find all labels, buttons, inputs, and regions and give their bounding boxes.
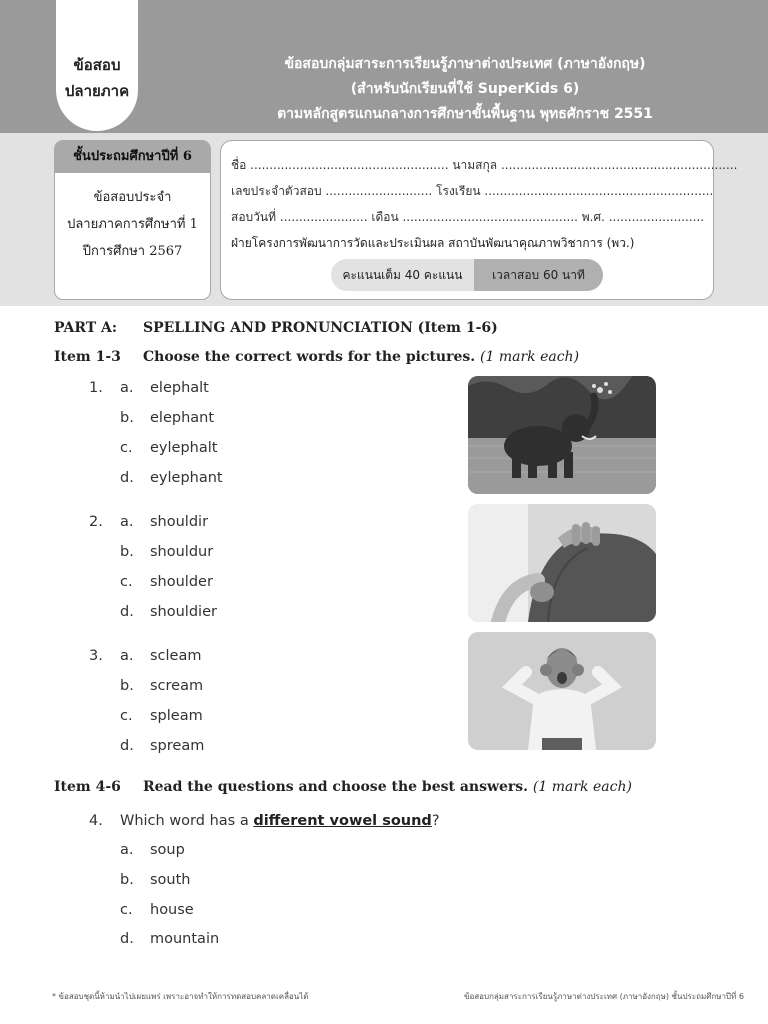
question4-suffix: ? — [431, 813, 440, 829]
option-text[interactable]: elephant — [150, 410, 215, 426]
section1-instruction: Choose the correct words for the pictures. — [143, 349, 476, 365]
elephant-picture — [468, 376, 656, 494]
question-number: 3. — [89, 648, 103, 664]
question4-text — [120, 813, 440, 829]
option-letter: c. — [120, 440, 133, 456]
option-letter: d. — [120, 931, 134, 947]
option-text[interactable]: elephalt — [150, 380, 209, 396]
exam-title-line1: ข้อสอบกลุ่มสาระการเรียนรู้ภาษาต่างประเทศ (ภาษาอังกฤษ) — [284, 56, 646, 72]
section2-instruction-row — [143, 779, 632, 795]
question-number: 2. — [89, 514, 103, 530]
exam-time-label: เวลาสอบ 60 นาที — [474, 259, 603, 291]
option-text[interactable]: house — [150, 902, 194, 918]
exam-type-tab — [56, 0, 138, 131]
option-letter: b. — [120, 544, 134, 560]
score-time-bar — [331, 259, 603, 291]
part-a-label: PART A: — [54, 320, 118, 336]
option-letter: a. — [120, 842, 134, 858]
section1-instruction-row — [143, 349, 579, 365]
grade-line1: ข้อสอบประจำ — [93, 190, 172, 205]
option-text[interactable]: eylephant — [150, 470, 223, 486]
option-letter: b. — [120, 410, 134, 426]
option-text[interactable]: scream — [150, 678, 204, 694]
footer-note: * ข้อสอบชุดนี้ห้ามนำไปเผยแพร่ เพราะอาจทำให้การทดสอบคลาดเคลื่อนได้ — [52, 992, 309, 1001]
option-text[interactable]: eylephalt — [150, 440, 218, 456]
grade-box — [54, 140, 211, 300]
option-text[interactable]: shoulder — [150, 574, 213, 590]
option-letter: a. — [120, 514, 134, 530]
option-text[interactable]: spream — [150, 738, 205, 754]
exam-title-block — [150, 52, 768, 127]
name-field-row[interactable]: ชื่อ .................................................... นามสกุล .............................................................. — [231, 158, 738, 172]
option-text[interactable]: scleam — [150, 648, 202, 664]
grade-line2: ปลายภาคการศึกษาที่ 1 — [67, 217, 198, 232]
exam-type-line1: ข้อสอบ — [73, 56, 121, 74]
option-text[interactable]: mountain — [150, 931, 220, 947]
option-letter: d. — [120, 738, 134, 754]
organization-text: ฝ่ายโครงการพัฒนาการวัดและประเมินผล สถาบันพัฒนาคุณภาพวิชาการ (พว.) — [231, 236, 635, 250]
student-info-form — [220, 140, 738, 300]
grade-line3: ปีการศึกษา 2567 — [82, 244, 183, 259]
part-a-title: SPELLING AND PRONUNCIATION (Item 1-6) — [143, 320, 498, 336]
exam-id-field-row[interactable]: เลขประจำตัวสอบ ............................ โรงเรียน ............................................................ — [231, 184, 714, 198]
question-number: 4. — [89, 813, 103, 829]
exam-type-line2: ปลายภาค — [64, 82, 130, 100]
shoulder-picture — [468, 504, 656, 622]
option-letter: a. — [120, 648, 134, 664]
grade-heading: ชั้นประถมศึกษาปีที่ 6 — [55, 141, 210, 173]
option-letter: b. — [120, 872, 134, 888]
option-letter: c. — [120, 574, 133, 590]
option-text[interactable]: shouldier — [150, 604, 217, 620]
question4-prefix: Which word has a — [120, 813, 254, 829]
screaming-boy-picture — [468, 632, 656, 750]
section2-label: Item 4-6 — [54, 779, 121, 795]
section1-marks: (1 mark each) — [480, 349, 580, 365]
option-letter: a. — [120, 380, 134, 396]
footer-title: ข้อสอบกลุ่มสาระการเรียนรู้ภาษาต่างประเทศ (ภาษาอังกฤษ) ชั้นประถมศึกษาปีที่ 6 — [464, 992, 744, 1001]
question-number: 1. — [89, 380, 103, 396]
option-letter: c. — [120, 902, 133, 918]
section2-instruction: Read the questions and choose the best answers. — [143, 779, 529, 795]
option-letter: c. — [120, 708, 133, 724]
option-text[interactable]: shouldur — [150, 544, 214, 560]
section2-marks: (1 mark each) — [532, 779, 632, 795]
full-score-label: คะแนนเต็ม 40 คะแนน — [331, 259, 474, 291]
option-text[interactable]: south — [150, 872, 191, 888]
question4-emphasis: different vowel sound — [253, 813, 432, 829]
option-text[interactable]: soup — [150, 842, 185, 858]
option-text[interactable]: shouldir — [150, 514, 209, 530]
section1-label: Item 1-3 — [54, 349, 121, 365]
date-field-row[interactable]: สอบวันที่ ....................... เดือน .............................................. พ.ศ. ......................... — [231, 210, 705, 224]
option-letter: b. — [120, 678, 134, 694]
option-letter: d. — [120, 470, 134, 486]
option-letter: d. — [120, 604, 134, 620]
exam-title-line3: ตามหลักสูตรแกนกลางการศึกษาขั้นพื้นฐาน พุทธศักราช 2551 — [277, 106, 653, 122]
grade-details — [55, 184, 210, 265]
exam-title-line2: (สำหรับนักเรียนที่ใช้ SuperKids 6) — [350, 81, 580, 97]
option-text[interactable]: spleam — [150, 708, 203, 724]
